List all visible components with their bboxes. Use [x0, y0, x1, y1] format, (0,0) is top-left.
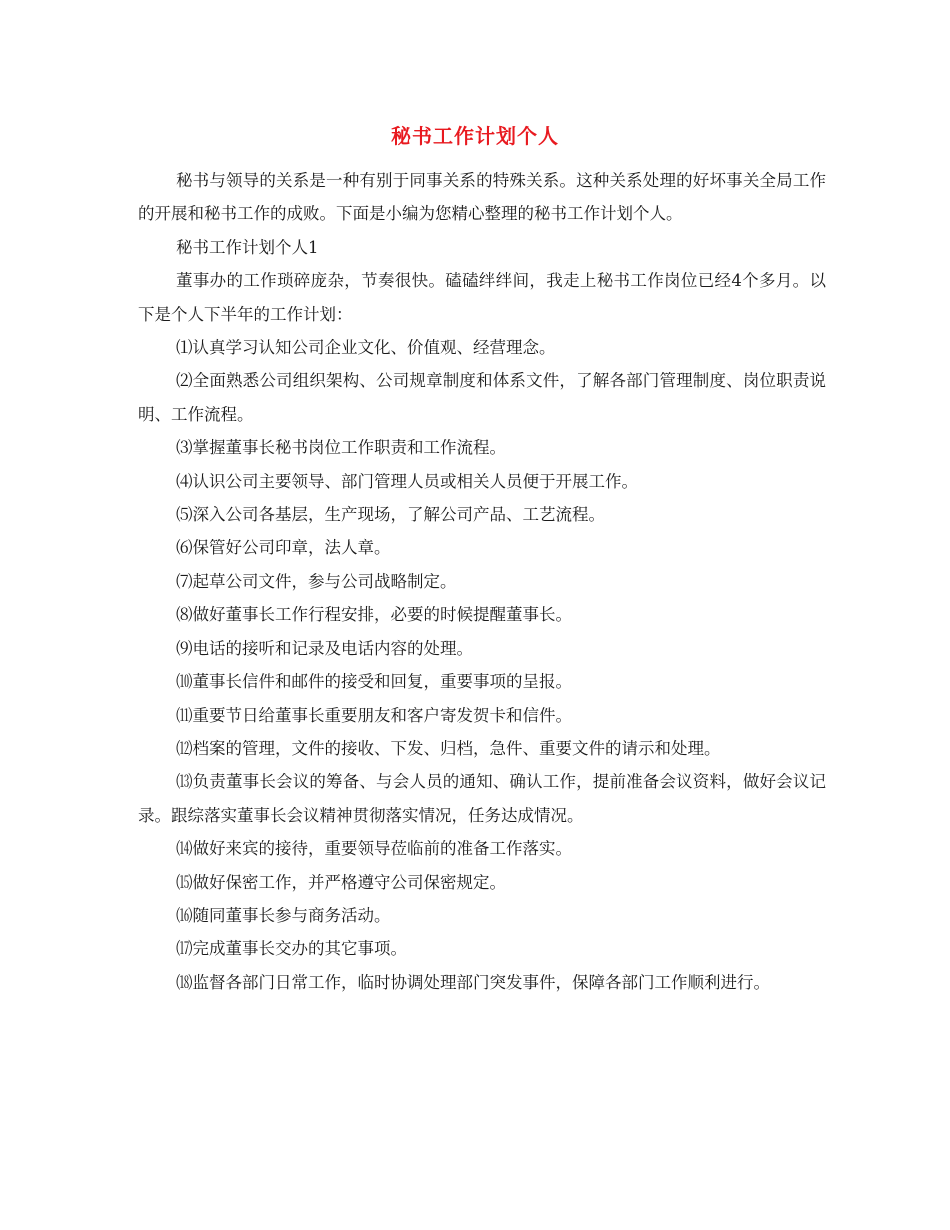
list-item-4: ⑷认识公司主要领导、部门管理人员或相关人员便于开展工作。	[176, 471, 638, 491]
list-item-17: ⒄完成董事长交办的其它事项。	[176, 939, 407, 959]
list-item-3: ⑶掌握董事长秘书岗位工作职责和工作流程。	[176, 438, 506, 458]
list-item-9: ⑼电话的接听和记录及电话内容的处理。	[176, 638, 473, 658]
list-item-12: ⑿档案的管理，文件的接收、下发、归档，急件、重要文件的请示和处理。	[176, 738, 721, 758]
list-item-11: ⑾重要节日给董事长重要朋友和客户寄发贺卡和信件。	[176, 705, 572, 725]
list-item-8: ⑻做好董事长工作行程安排，必要的时候提醒董事长。	[176, 605, 572, 625]
list-item-15: ⒂做好保密工作，并严格遵守公司保密规定。	[176, 872, 506, 892]
section-heading: 秘书工作计划个人1	[176, 237, 319, 257]
list-item-10: ⑽董事长信件和邮件的接受和回复，重要事项的呈报。	[176, 672, 572, 692]
list-item-6: ⑹保管好公司印章，法人章。	[176, 538, 391, 558]
list-item-14: ⒁做好来宾的接待，重要领导莅临前的准备工作落实。	[176, 839, 572, 859]
list-item-5: ⑸深入公司各基层，生产现场，了解公司产品、工艺流程。	[176, 505, 605, 525]
body-paragraph: 董事办的工作琐碎庞杂，节奏很快。磕磕绊绊间，我走上秘书工作岗位已经4个多月。以下是个人下半年的工作计划：	[138, 271, 826, 324]
list-item-13: ⒀负责董事长会议的筹备、与会人员的通知、确认工作，提前准备会议资料，做好会议记录。跟综落实董事长会议精神贯彻落实情况，任务达成情况。	[138, 772, 826, 825]
list-item-18: ⒅监督各部门日常工作，临时协调处理部门突发事件，保障各部门工作顺利进行。	[176, 972, 770, 992]
intro-paragraph: 秘书与领导的关系是一种有别于同事关系的特殊关系。这种关系处理的好坏事关全局工作的开展和秘书工作的成败。下面是小编为您精心整理的秘书工作计划个人。	[138, 171, 826, 224]
document-body	[138, 164, 826, 999]
list-item-1: ⑴认真学习认知公司企业文化、价值观、经营理念。	[176, 338, 556, 358]
list-item-16: ⒃随同董事长参与商务活动。	[176, 905, 391, 925]
list-item-7: ⑺起草公司文件，参与公司战略制定。	[176, 571, 457, 591]
document-title: 秘书工作计划个人	[391, 124, 559, 148]
list-item-2: ⑵全面熟悉公司组织架构、公司规章制度和体系文件，了解各部门管理制度、岗位职责说明、工作流程。	[138, 371, 826, 424]
